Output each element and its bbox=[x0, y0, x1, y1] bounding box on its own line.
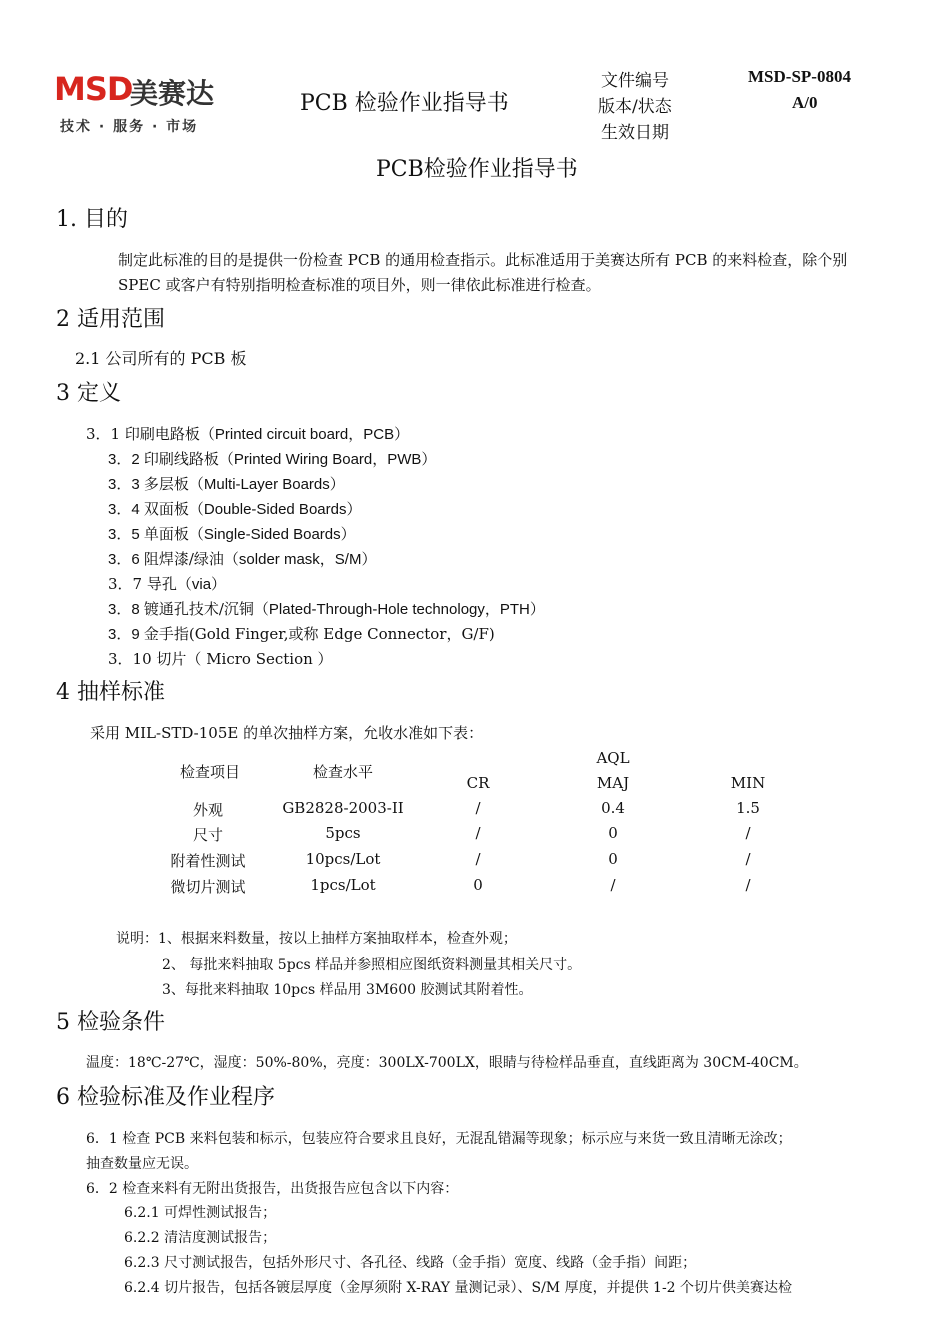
section-1-text-line-1: 制定此标准的目的是提供一份检查 PCB 的通用检查指示。此标准适用于美赛达所有 PCB 的来料检查，除个别 bbox=[118, 251, 848, 269]
section-2-item: 2.1 公司所有的 PCB 板 bbox=[75, 349, 247, 368]
logo-chinese-name: 美赛达 bbox=[130, 77, 215, 110]
section-6-2-sub-item: 6.2.4 切片报告，包括各镀层厚度（金厚须附 X-RAY 量测记录）、S/M 厚度，并提供 1-2 个切片供美赛达检 bbox=[124, 1280, 793, 1296]
table-header-level: 检查水平 bbox=[312, 763, 373, 781]
table-cell-min: / bbox=[745, 876, 751, 894]
section-6-heading: 6 检验标准及作业程序 bbox=[56, 1085, 275, 1110]
table-cell-min: 1.5 bbox=[736, 799, 760, 817]
note-line-2: 2、 每批来料抽取 5pcs 样品并参照相应图纸资料测量其相关尺寸。 bbox=[162, 957, 582, 973]
meta-label-doc-number: 文件编号 bbox=[601, 71, 669, 91]
definition-item: 3．5 单面板（Single-Sided Boards） bbox=[108, 525, 356, 543]
section-6-2-sub-item: 6.2.1 可焊性测试报告； bbox=[124, 1205, 277, 1221]
section-5-heading: 5 检验条件 bbox=[56, 1010, 165, 1035]
table-cell-maj: 0 bbox=[608, 850, 618, 868]
table-cell-maj: / bbox=[610, 876, 616, 894]
table-header-aql: AQL bbox=[596, 749, 630, 767]
definition-item: 3．7 导孔（via） bbox=[108, 575, 227, 593]
table-cell-cr: / bbox=[475, 850, 481, 868]
table-cell-cr: / bbox=[475, 824, 481, 842]
table-cell-item: 外观 bbox=[192, 801, 223, 819]
table-cell-item: 附着性测试 bbox=[170, 852, 246, 870]
note-line-3: 3、每批来料抽取 10pcs 样品用 3M600 胶测试其附着性。 bbox=[162, 982, 533, 998]
section-6-2: 6．2 检查来料有无附出货报告，出货报告应包含以下内容： bbox=[86, 1181, 459, 1197]
definition-item: 3．9 金手指(Gold Finger,或称 Edge Connector，G/F) bbox=[108, 625, 495, 643]
table-cell-level: GB2828-2003-II bbox=[282, 799, 404, 817]
section-3-heading: 3 定义 bbox=[56, 381, 121, 406]
table-header-maj: MAJ bbox=[596, 774, 630, 792]
section-4-heading: 4 抽样标准 bbox=[56, 680, 165, 705]
meta-value-doc-number: MSD-SP-0804 bbox=[748, 67, 851, 86]
section-4-intro: 采用 MIL-STD-105E 的单次抽样方案，允收水准如下表： bbox=[90, 724, 484, 742]
section-2-heading: 2 适用范围 bbox=[56, 307, 165, 332]
table-cell-cr: / bbox=[475, 799, 481, 817]
logo-brand: MSD bbox=[54, 70, 133, 108]
table-header-item: 检查项目 bbox=[179, 763, 240, 781]
table-header-min: MIN bbox=[730, 774, 766, 792]
section-6-2-sub-item: 6.2.3 尺寸测试报告，包括外形尺寸、各孔径、线路（金手指）宽度、线路（金手指）间距； bbox=[124, 1255, 697, 1271]
company-logo bbox=[54, 70, 224, 140]
definition-item: 3．3 多层板（Multi-Layer Boards） bbox=[108, 475, 345, 493]
table-header-cr: CR bbox=[466, 774, 490, 792]
table-cell-level: 5pcs bbox=[325, 824, 361, 842]
table-cell-level: 1pcs/Lot bbox=[310, 876, 376, 894]
logo-tagline: 技术 · 服务 · 市场 bbox=[60, 119, 199, 135]
definition-item: 3．6 阻焊漆/绿油（solder mask，S/M） bbox=[108, 550, 377, 568]
table-cell-maj: 0 bbox=[608, 824, 618, 842]
document-title: PCB检验作业指导书 bbox=[376, 157, 578, 182]
definition-item: 3．4 双面板（Double-Sided Boards） bbox=[108, 500, 362, 518]
meta-label-version: 版本/状态 bbox=[598, 97, 672, 117]
table-cell-item: 微切片测试 bbox=[170, 878, 246, 896]
meta-value-version: A/0 bbox=[792, 93, 818, 112]
section-6-2-sub-item: 6.2.2 清洁度测试报告； bbox=[124, 1230, 277, 1246]
table-cell-level: 10pcs/Lot bbox=[305, 850, 381, 868]
definition-item: 3．2 印刷线路板（Printed Wiring Board，PWB） bbox=[108, 450, 437, 468]
table-cell-item: 尺寸 bbox=[192, 826, 223, 844]
table-cell-min: / bbox=[745, 824, 751, 842]
table-cell-maj: 0.4 bbox=[601, 799, 625, 817]
definition-item: 3．10 切片（ Micro Section ） bbox=[108, 650, 333, 668]
definition-item: 3．1 印刷电路板（Printed circuit board，PCB） bbox=[86, 425, 410, 443]
table-cell-min: / bbox=[745, 850, 751, 868]
section-1-heading: 1. 目的 bbox=[56, 207, 128, 232]
section-6-1-line-2: 抽查数量应无误。 bbox=[86, 1156, 198, 1172]
table-cell-cr: 0 bbox=[473, 876, 483, 894]
section-1-text-line-2: SPEC 或客户有特别指明检查标准的项目外，则一律依此标准进行检查。 bbox=[118, 276, 601, 294]
section-6-1-line-1: 6．1 检查 PCB 来料包装和标示，包装应符合要求且良好，无混乱错漏等现象；标示应与来货一致且清晰无涂改； bbox=[86, 1131, 792, 1147]
meta-label-effective-date: 生效日期 bbox=[601, 123, 669, 143]
definition-item: 3．8 镀通孔技术/沉铜（Plated-Through-Hole technology，PTH） bbox=[108, 600, 545, 618]
note-line-1: 说明：1、根据来料数量，按以上抽样方案抽取样本，检查外观； bbox=[116, 931, 517, 947]
section-5-text: 温度：18℃-27℃，湿度：50%-80%，亮度：300LX-700LX，眼睛与待检样品垂直，直线距离为 30CM-40CM。 bbox=[86, 1055, 808, 1071]
header-doc-title: PCB 检验作业指导书 bbox=[300, 91, 509, 116]
